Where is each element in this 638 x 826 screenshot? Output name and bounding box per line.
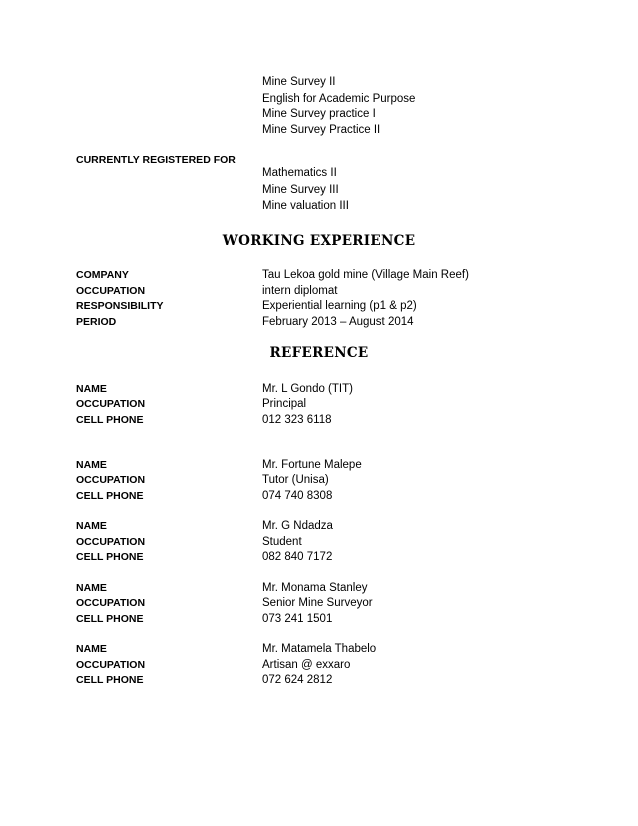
registered-label: CURRENTLY REGISTERED FOR [76,154,236,166]
reference-cell: 012 323 6118 [262,414,332,426]
reference-cell-label: CELL PHONE [76,613,144,625]
reference-occupation-label: OCCUPATION [76,536,146,548]
experience-value: Tau Lekoa gold mine (Village Main Reef) [262,269,469,281]
registered-course: Mathematics II [262,167,337,179]
reference-name-label: NAME [76,383,107,395]
reference-cell: 082 840 7172 [262,551,333,563]
reference-occupation-label: OCCUPATION [76,398,146,410]
course-item: Mine Survey II [262,76,336,88]
working-experience-heading: WORKING EXPERIENCE [222,233,416,249]
reference-cell-label: CELL PHONE [76,551,144,563]
reference-name: Mr. Monama Stanley [262,582,368,594]
reference-cell-label: CELL PHONE [76,674,144,686]
experience-value: February 2013 – August 2014 [262,316,414,328]
course-item: Mine Survey practice I [262,108,376,120]
reference-cell: 073 241 1501 [262,613,333,625]
experience-value: intern diplomat [262,285,338,297]
registered-course: Mine valuation III [262,200,349,212]
reference-heading: REFERENCE [269,345,369,361]
experience-value: Experiential learning (p1 & p2) [262,300,417,312]
reference-occupation: Principal [262,398,307,410]
reference-cell-label: CELL PHONE [76,414,144,426]
course-item: English for Academic Purpose [262,93,416,105]
registered-course: Mine Survey III [262,184,339,196]
experience-label: COMPANY [76,269,129,281]
reference-name-label: NAME [76,459,107,471]
reference-occupation-label: OCCUPATION [76,659,146,671]
reference-occupation: Artisan @ exxaro [262,659,351,671]
reference-name: Mr. G Ndadza [262,520,333,532]
reference-occupation: Tutor (Unisa) [262,474,329,486]
course-item: Mine Survey Practice II [262,124,381,136]
reference-name-label: NAME [76,582,107,594]
reference-name-label: NAME [76,643,107,655]
reference-occupation-label: OCCUPATION [76,474,146,486]
reference-occupation: Student [262,536,302,548]
reference-name: Mr. Fortune Malepe [262,459,362,471]
reference-occupation-label: OCCUPATION [76,597,146,609]
experience-label: PERIOD [76,316,117,328]
reference-occupation: Senior Mine Surveyor [262,597,373,609]
reference-name: Mr. L Gondo (TIT) [262,383,353,395]
reference-name: Mr. Matamela Thabelo [262,643,377,655]
reference-cell-label: CELL PHONE [76,490,144,502]
experience-label: OCCUPATION [76,285,146,297]
reference-name-label: NAME [76,520,107,532]
reference-cell: 072 624 2812 [262,674,333,686]
experience-label: RESPONSIBILITY [76,300,164,312]
reference-cell: 074 740 8308 [262,490,333,502]
